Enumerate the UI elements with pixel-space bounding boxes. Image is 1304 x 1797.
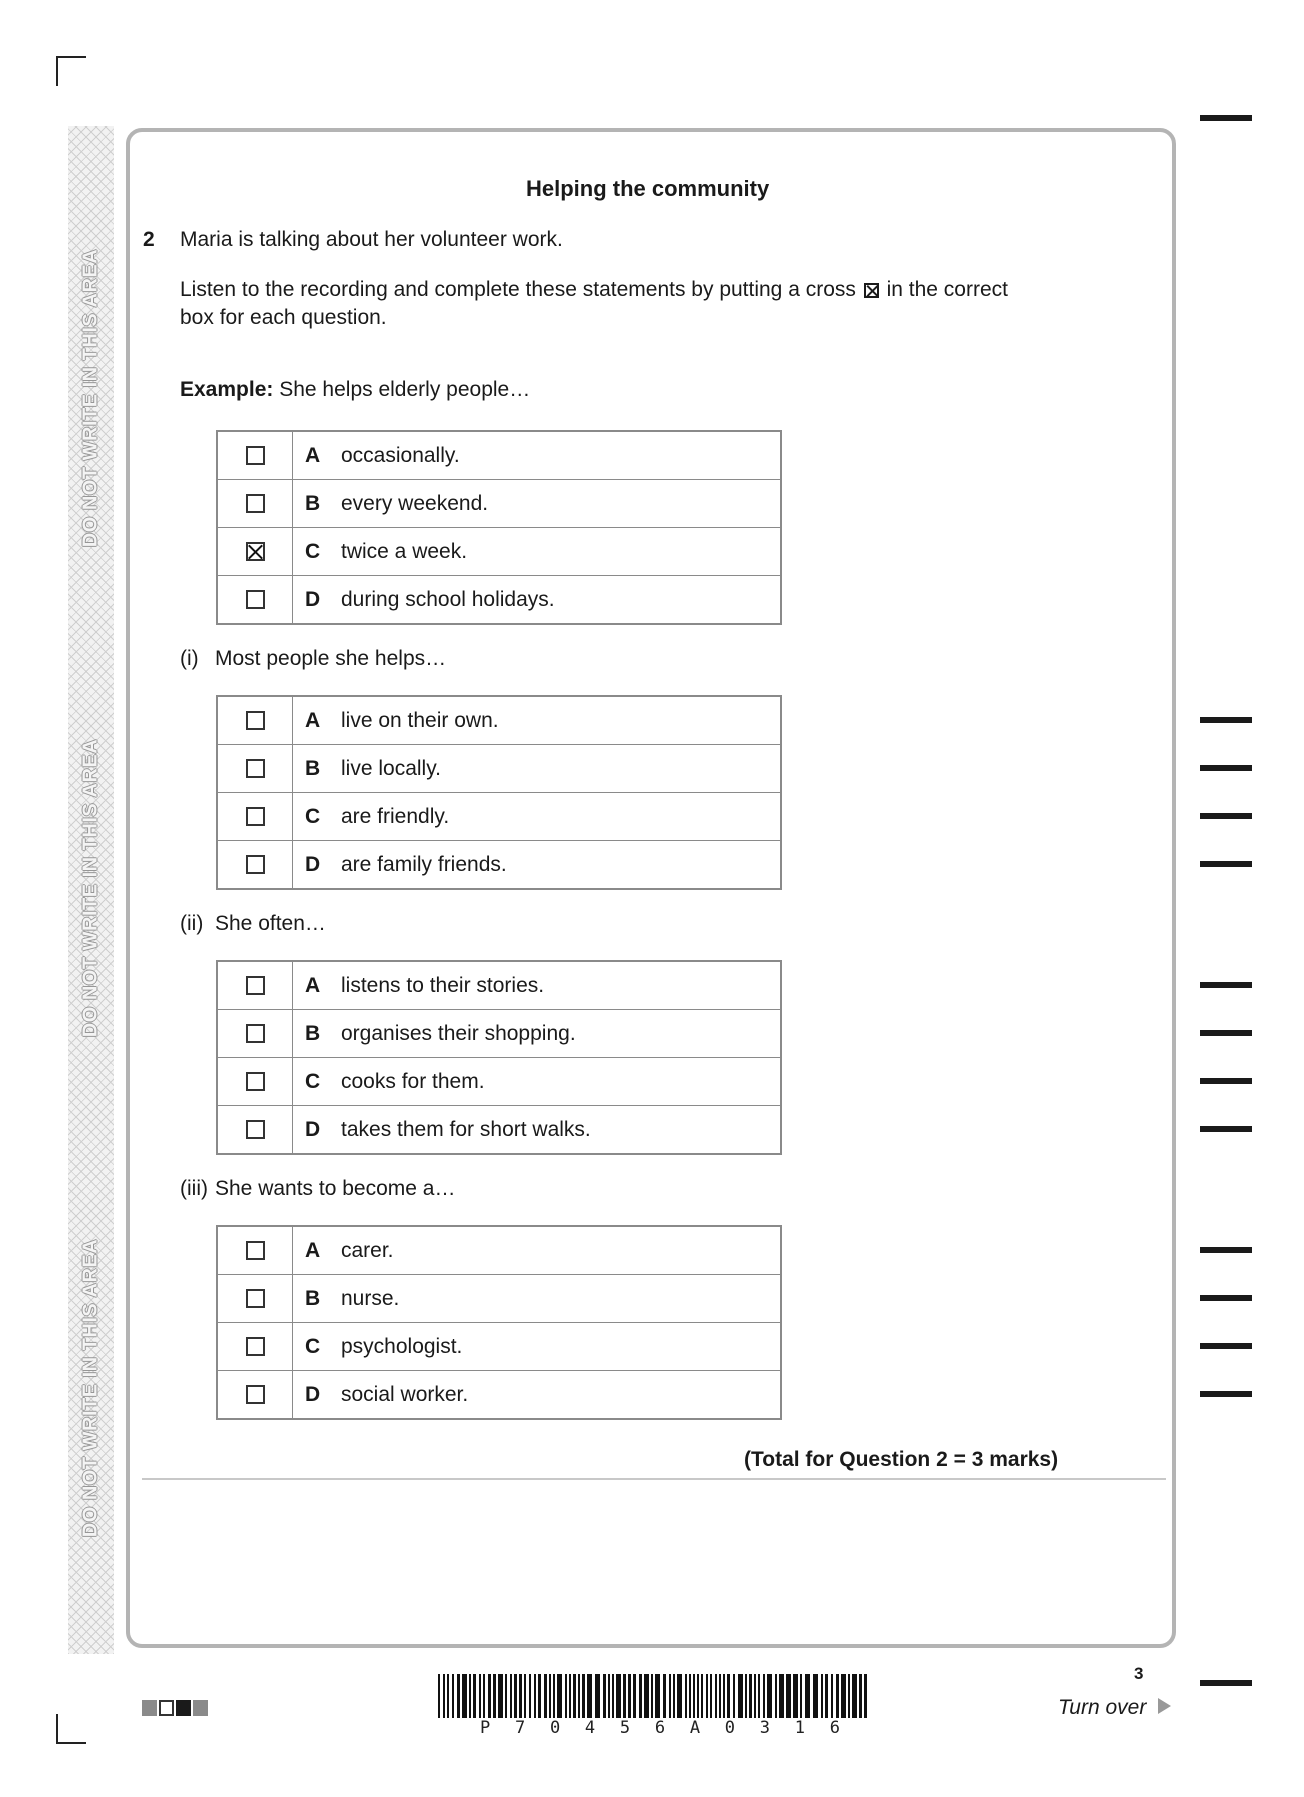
timing-mark: [1200, 813, 1252, 819]
answer-checkbox[interactable]: [246, 855, 265, 874]
barcode-digit: 3: [759, 1718, 770, 1738]
option-text: organises their shopping.: [341, 1021, 576, 1045]
barcode-bar: [813, 1674, 818, 1718]
option-row: [217, 528, 781, 576]
instruction-text: in the correct box for each question.: [180, 278, 1008, 329]
divider: [142, 1478, 1166, 1480]
option-box-cell: [217, 841, 293, 890]
part-prompt: [180, 912, 326, 936]
option-text-cell: [293, 1371, 782, 1420]
option-text-cell: [293, 528, 782, 576]
option-box-cell: [217, 480, 293, 528]
timing-mark: [1200, 1391, 1252, 1397]
barcode-bar: [483, 1674, 485, 1718]
part-prompt-text: She often…: [215, 912, 326, 935]
option-text-cell: [293, 576, 782, 625]
answer-checkbox[interactable]: [246, 1241, 265, 1260]
option-text-cell: [293, 1010, 782, 1058]
barcode-digit: 1: [794, 1718, 805, 1738]
question-text: Maria is talking about her volunteer work.: [180, 228, 563, 251]
barcode-bar: [457, 1674, 460, 1718]
option-text-cell: [293, 1275, 782, 1323]
barcode-bar: [669, 1674, 671, 1718]
barcode-bar: [582, 1674, 585, 1718]
barcode-bar: [706, 1674, 708, 1718]
barcode-bar: [473, 1674, 476, 1718]
option-row: [217, 1010, 781, 1058]
option-letter: A: [305, 708, 321, 732]
barcode-bar: [498, 1674, 503, 1718]
barcode-bar: [608, 1674, 610, 1718]
option-text: live on their own.: [341, 708, 499, 732]
option-text: takes them for short walks.: [341, 1117, 591, 1141]
registration-square: [176, 1700, 191, 1716]
option-box-cell: [217, 1323, 293, 1371]
option-box-cell: [217, 1010, 293, 1058]
barcode-bar: [553, 1674, 555, 1718]
barcode-bar: [538, 1674, 541, 1718]
option-box-cell: [217, 528, 293, 576]
barcode-digit: P: [480, 1718, 491, 1738]
barcode-bar: [443, 1674, 445, 1718]
option-box-cell: [217, 1058, 293, 1106]
part-number: (i): [180, 647, 199, 670]
timing-mark: [1200, 1680, 1252, 1686]
option-box-cell: [217, 745, 293, 793]
timing-mark: [1200, 1078, 1252, 1084]
barcode-bar: [715, 1674, 717, 1718]
option-text-cell: [293, 1323, 782, 1371]
barcode-bar: [852, 1674, 857, 1718]
timing-mark: [1200, 115, 1252, 121]
barcode-bar: [488, 1674, 491, 1718]
barcode-bar: [805, 1674, 810, 1718]
crop-mark-bottom-left: [56, 1742, 86, 1744]
barcode-bar: [831, 1674, 833, 1718]
option-box-cell: [217, 1226, 293, 1275]
option-text-cell: [293, 480, 782, 528]
barcode-bar: [710, 1674, 712, 1718]
timing-mark: [1200, 1030, 1252, 1036]
part-options: [216, 695, 782, 890]
option-text-cell: [293, 793, 782, 841]
option-letter: A: [305, 1238, 321, 1262]
question-instruction: [180, 276, 1040, 332]
option-row: [217, 696, 781, 745]
barcode-digit: A: [689, 1718, 701, 1738]
barcode-bar: [673, 1674, 675, 1718]
option-box-cell: [217, 1106, 293, 1155]
barcode-bar: [719, 1674, 721, 1718]
option-box-cell: [217, 793, 293, 841]
barcode-bar: [745, 1674, 747, 1718]
option-text: live locally.: [341, 756, 441, 780]
crop-mark-bottom-left: [56, 1714, 58, 1744]
option-box-cell: [217, 1371, 293, 1420]
barcode-bar: [758, 1674, 760, 1718]
instruction-text: Listen to the recording and complete these statements by putting a cross: [180, 278, 856, 301]
barcode-bar: [836, 1674, 839, 1718]
option-row: [217, 1275, 781, 1323]
registration-square: [142, 1700, 157, 1716]
barcode-bar: [685, 1674, 687, 1718]
barcode-bar: [469, 1674, 471, 1718]
example-options: [216, 430, 782, 625]
option-row: [217, 841, 781, 890]
barcode-bar: [573, 1674, 576, 1718]
barcode-bar: [447, 1674, 449, 1718]
part-prompt: [180, 1177, 455, 1201]
barcode-bar: [786, 1674, 791, 1718]
barcode-bar: [689, 1674, 691, 1718]
option-letter: D: [305, 1382, 321, 1406]
option-letter: C: [305, 1334, 321, 1358]
crossed-box-icon: [864, 283, 879, 298]
option-text: every weekend.: [341, 491, 489, 515]
option-text: psychologist.: [341, 1334, 463, 1358]
barcode-bar: [864, 1674, 867, 1718]
option-text: twice a week.: [341, 539, 468, 563]
example-label: Example:: [180, 378, 274, 401]
barcode-bar: [793, 1674, 798, 1718]
barcode-bar: [544, 1674, 547, 1718]
barcode-bar: [569, 1674, 571, 1718]
option-letter: D: [305, 852, 321, 876]
barcode-bar: [505, 1674, 507, 1718]
barcode-bar: [587, 1674, 592, 1718]
barcode-bar: [510, 1674, 512, 1718]
part-number: (ii): [180, 912, 204, 935]
timing-mark: [1200, 1295, 1252, 1301]
part-prompt: [180, 647, 446, 671]
timing-mark: [1200, 1126, 1252, 1132]
barcode-bar: [693, 1674, 695, 1718]
timing-mark: [1200, 765, 1252, 771]
margin-warning-text: DO NOT WRITE IN THIS AREA: [79, 248, 102, 548]
barcode-bar: [763, 1674, 765, 1718]
answer-checkbox-crossed[interactable]: [246, 542, 265, 561]
option-letter: C: [305, 1069, 321, 1093]
barcode-bar: [616, 1674, 621, 1718]
option-text-cell: [293, 1226, 782, 1275]
barcode-bar: [749, 1674, 752, 1718]
option-text-cell: [293, 961, 782, 1010]
option-row: [217, 745, 781, 793]
option-text-cell: [293, 431, 782, 480]
barcode-bar: [578, 1674, 580, 1718]
option-text-cell: [293, 1106, 782, 1155]
option-text: are friendly.: [341, 804, 450, 828]
barcode-bar: [603, 1674, 606, 1718]
barcode-bar: [462, 1674, 467, 1718]
answer-checkbox[interactable]: [246, 1337, 265, 1356]
barcode-digit: 6: [829, 1718, 840, 1738]
answer-checkbox[interactable]: [246, 590, 265, 609]
answer-checkbox[interactable]: [246, 1024, 265, 1043]
part-options: [216, 1225, 782, 1420]
crop-mark-top-left: [56, 56, 58, 86]
barcode-digit: 6: [654, 1718, 666, 1738]
option-text: cooks for them.: [341, 1069, 485, 1093]
barcode-bar: [438, 1674, 440, 1718]
option-row: [217, 1226, 781, 1275]
barcode-bar: [841, 1674, 846, 1718]
barcode-bar: [821, 1674, 823, 1718]
crop-mark-top-left: [56, 56, 86, 58]
option-text: occasionally.: [341, 443, 460, 467]
barcode-digit: 0: [724, 1718, 736, 1738]
barcode-bar: [727, 1674, 730, 1718]
option-text-cell: [293, 1058, 782, 1106]
barcode-bar: [655, 1674, 660, 1718]
barcode-bar: [800, 1674, 802, 1718]
barcode-bar: [623, 1674, 626, 1718]
timing-mark: [1200, 717, 1252, 723]
barcode-bar: [733, 1674, 735, 1718]
barcode-bar: [677, 1674, 682, 1718]
option-letter: A: [305, 973, 321, 997]
barcode-bar: [825, 1674, 828, 1718]
barcode-digit: 5: [619, 1718, 631, 1738]
section-title: Helping the community: [526, 176, 770, 201]
barcode-bar: [612, 1674, 614, 1718]
answer-checkbox[interactable]: [246, 1385, 265, 1404]
margin-warning-text: DO NOT WRITE IN THIS AREA: [79, 738, 102, 1038]
option-row: [217, 431, 781, 480]
answer-checkbox[interactable]: [246, 446, 265, 465]
timing-mark: [1200, 1247, 1252, 1253]
barcode-bar: [565, 1674, 567, 1718]
barcode-bar: [723, 1674, 725, 1718]
barcode: [438, 1674, 870, 1718]
answer-checkbox[interactable]: [246, 807, 265, 826]
option-row: [217, 793, 781, 841]
barcode-digit: 7: [514, 1718, 526, 1738]
barcode-bar: [628, 1674, 631, 1718]
timing-mark: [1200, 1343, 1252, 1349]
registration-square: [193, 1700, 208, 1716]
option-letter: B: [305, 1021, 321, 1045]
option-box-cell: [217, 696, 293, 745]
option-row: [217, 480, 781, 528]
turn-over: [1058, 1696, 1171, 1720]
barcode-bar: [754, 1674, 756, 1718]
barcode-bar: [644, 1674, 649, 1718]
barcode-bar: [663, 1674, 666, 1718]
barcode-bar: [452, 1674, 454, 1718]
page-number: 3: [1134, 1664, 1144, 1683]
barcode-bar: [775, 1674, 777, 1718]
answer-checkbox[interactable]: [246, 1120, 265, 1139]
answer-checkbox[interactable]: [246, 494, 265, 513]
option-text: are family friends.: [341, 852, 507, 876]
answer-checkbox[interactable]: [246, 976, 265, 995]
option-text: carer.: [341, 1238, 394, 1262]
answer-checkbox[interactable]: [246, 1072, 265, 1091]
barcode-bar: [633, 1674, 636, 1718]
option-text-cell: [293, 745, 782, 793]
option-letter: C: [305, 539, 321, 563]
barcode-bar: [697, 1674, 699, 1718]
option-text: social worker.: [341, 1382, 469, 1406]
barcode-bar: [767, 1674, 772, 1718]
option-letter: B: [305, 756, 321, 780]
timing-mark: [1200, 861, 1252, 867]
option-letter: D: [305, 1117, 321, 1141]
option-text: during school holidays.: [341, 587, 555, 611]
barcode-bar: [557, 1674, 562, 1718]
answer-checkbox[interactable]: [246, 711, 265, 730]
option-letter: A: [305, 443, 321, 467]
part-number: (iii): [180, 1177, 208, 1200]
option-row: [217, 1106, 781, 1155]
option-text-cell: [293, 696, 782, 745]
answer-checkbox[interactable]: [246, 759, 265, 778]
barcode-bar: [493, 1674, 496, 1718]
barcode-bar: [529, 1674, 531, 1718]
barcode-bar: [859, 1674, 862, 1718]
arrow-right-icon: [1158, 1698, 1171, 1714]
part-prompt-text: She wants to become a…: [215, 1177, 456, 1200]
barcode-bar: [779, 1674, 784, 1718]
barcode-bar: [534, 1674, 536, 1718]
barcode-digit: 4: [584, 1718, 596, 1738]
question-number: 2: [143, 228, 155, 251]
barcode-bar: [514, 1674, 517, 1718]
part-prompt-text: Most people she helps…: [215, 647, 447, 670]
option-row: [217, 1323, 781, 1371]
part-options: [216, 960, 782, 1155]
barcode-digits: [480, 1718, 840, 1738]
option-letter: B: [305, 491, 321, 515]
barcode-bar: [639, 1674, 642, 1718]
option-letter: D: [305, 587, 321, 611]
example-prompt-text: She helps elderly people…: [279, 378, 531, 401]
option-letter: B: [305, 1286, 321, 1310]
timing-mark: [1200, 982, 1252, 988]
example-prompt: [180, 378, 530, 402]
barcode-bar: [479, 1674, 481, 1718]
option-text: nurse.: [341, 1286, 400, 1310]
barcode-bar: [519, 1674, 522, 1718]
barcode-bar: [595, 1674, 600, 1718]
option-box-cell: [217, 1275, 293, 1323]
registration-squares: [142, 1700, 208, 1716]
turn-over-text: Turn over: [1058, 1696, 1147, 1719]
option-box-cell: [217, 431, 293, 480]
barcode-bar: [651, 1674, 653, 1718]
option-row: [217, 576, 781, 625]
option-box-cell: [217, 961, 293, 1010]
barcode-bar: [738, 1674, 743, 1718]
barcode-bar: [701, 1674, 703, 1718]
barcode-bar: [524, 1674, 526, 1718]
barcode-bar: [848, 1674, 850, 1718]
option-row: [217, 961, 781, 1010]
registration-square: [159, 1700, 174, 1716]
option-row: [217, 1371, 781, 1420]
option-row: [217, 1058, 781, 1106]
option-letter: C: [305, 804, 321, 828]
option-text: listens to their stories.: [341, 973, 545, 997]
option-text-cell: [293, 841, 782, 890]
barcode-bar: [549, 1674, 551, 1718]
margin-warning-text: DO NOT WRITE IN THIS AREA: [79, 1238, 102, 1538]
answer-checkbox[interactable]: [246, 1289, 265, 1308]
option-box-cell: [217, 576, 293, 625]
barcode-digit: 0: [549, 1718, 561, 1738]
question-total: (Total for Question 2 = 3 marks): [744, 1448, 1059, 1471]
